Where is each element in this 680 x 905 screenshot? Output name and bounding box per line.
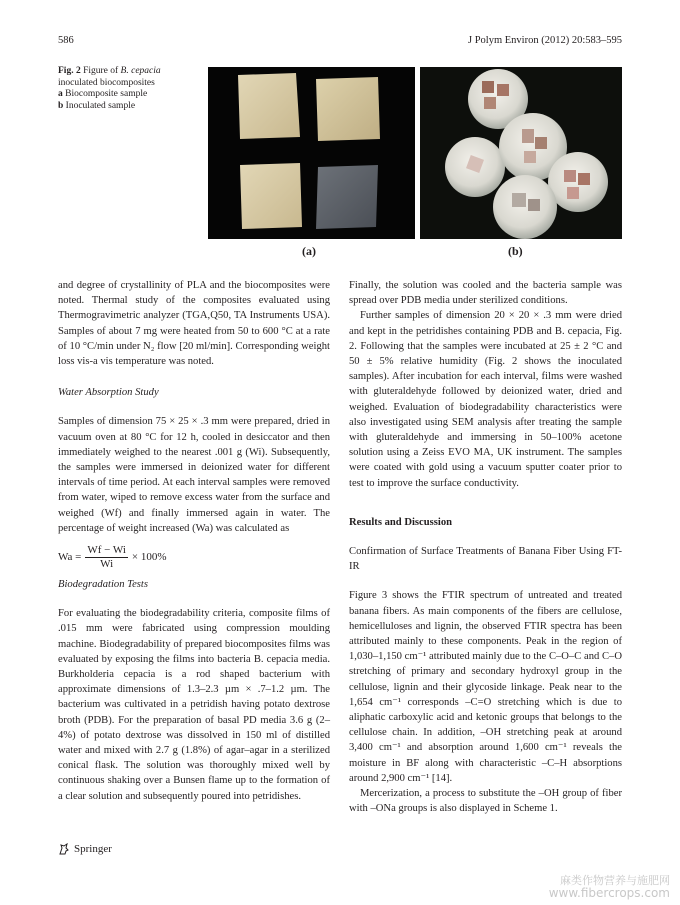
section-heading-water: Water Absorption Study — [58, 387, 159, 399]
subsection-heading-ftir: Confirmation of Surface Treatments of Banana Fiber Using FT-IR — [349, 546, 622, 573]
caption-species: B. cepacia — [120, 66, 161, 76]
inoculated-sample-photo — [420, 67, 622, 239]
caption-a-label: a — [58, 89, 63, 99]
page-number: 586 — [58, 35, 74, 46]
section-heading-results: Results and Discussion — [349, 516, 453, 528]
springer-horse-icon — [58, 843, 70, 855]
paragraph: Finally, the solution was cooled and the bacteria sample was spread over PDB media under sterilized conditions. — [349, 280, 622, 307]
watermark-url: www.fibercrops.com — [548, 886, 670, 900]
sample-square — [238, 73, 300, 139]
caption-line: inoculated biocomposites — [58, 77, 155, 88]
caption-a-text: Biocomposite sample — [62, 89, 148, 99]
watermark-title: 麻类作物营养与施肥网 — [560, 874, 670, 887]
sample-square — [240, 163, 302, 229]
caption-figure-number: Fig. 2 — [58, 66, 81, 76]
equation-lhs: Wa = — [58, 550, 82, 563]
sample-square — [316, 165, 378, 229]
equation-numerator: Wf − Wi — [87, 544, 126, 557]
petri-dish-bottom — [493, 175, 557, 239]
section-heading-biodegradation: Biodegradation Tests — [58, 579, 148, 591]
weight-equation — [58, 544, 330, 571]
equation-rhs: × 100% — [131, 550, 167, 563]
biocomposite-samples-illustration — [208, 67, 415, 239]
sample-square — [316, 77, 380, 141]
paragraph: For evaluating the biodegradability criteria, composite films of .015 mm were fabricated using compression moulding machine. Biodegradability of prepared biocomposites films was evaluated by exposing the films into bacteria B. cepacia media. Burkholderia cepacia is a rod shaped bacterium with approximate dimensions of 1.3–2.3 µm × .7–1.2 µm. The bacterium was cultivated in a petridish having potato dextrose broth (PDB). For the preparation of basal PD media 3.6 g (2–4%) of potato dextrose was dissolved in 150 ml of distilled water and mixed with 2.7 g (1.8%) of agar–agar in a sterilized conical flask. The solution was thoroughly mixed well by continuous shaking over a Bunsen flame up to the formation of a clear solution and subsequently poured into petridishes. — [58, 608, 330, 802]
left-column — [58, 278, 330, 804]
figure-caption — [58, 66, 203, 112]
publisher-name: Springer — [74, 843, 112, 855]
biocomposite-sample-photo — [208, 67, 415, 239]
petri-dishes-illustration — [420, 67, 622, 239]
paragraph: and degree of crystallinity of PLA and the biocomposites were noted. Thermal study of the composites evaluated using Thermogravimetric analyzer (TGA,Q50, TA Instruments USA). Samples of about 7 mg were heated from 50 to 600 °C at a rate of 10 °C/min under N₂ flow [20 ml/min]. Corresponding weight loss vis-a vis temperature was noted. — [58, 280, 330, 368]
petri-dish-left — [445, 137, 505, 197]
paragraph: Further samples of dimension 20 × 20 × .3 mm were dried and kept in the petridishes containing PDB and B. cepacia, Fig. 2. Following that the samples were incubated at 25 ± 2 °C and 50 ± 5% relative humidity (Fig. 2 shows the inoculated samples). After incubation for each interval, films were washed with gluteraldehyde followed by deionized water, dried and weighed. Evaluation of biodegradability characteristics were also investigated using SEM analysis after treating the sample with gluteraldehyde and immersing in 50–100% acetone solution using a Zeiss EVO MA, UK instrument. The samples were coated with gold using a vacuum sputter coater prior to test to improve the surface conductivity. — [349, 310, 622, 489]
right-column — [349, 278, 622, 817]
publisher-footer — [58, 843, 112, 855]
caption-b-text: Inoculated sample — [63, 100, 136, 111]
paragraph: Mercerization, a process to substitute the –OH group of fiber with –ONa groups is also displayed in Scheme 1. — [349, 788, 622, 815]
panel-a-label: (a) — [302, 244, 316, 258]
paragraph: Figure 3 shows the FTIR spectrum of untreated and treated banana fibers. As main components of the fibers are cellulose, hemicelluloses and lignin, the observed FTIR spectra has been attributed mainly to these components. Peak in the region of 1,030–1,150 cm⁻¹ attributed mainly due to the C–O–C and C–O stretching of primary and secondary hydroxyl group in the cellulose, lignin and their glycoside linkage. Peak near to the 1,654 cm⁻¹ corresponds –C=O stretching which is due to aliphatic carboxylic acid and ketonic groups that belongs to the cellulose chain. In addition, –OH stretching peak at around 3,400 cm⁻¹ and absorption around 1,600 cm⁻¹ reveals the moisture in BF along with characteristic –C–H absorptions around 2,900 cm⁻¹ [14]. — [349, 590, 622, 784]
equation-fraction — [85, 544, 128, 571]
paragraph: Samples of dimension 75 × 25 × .3 mm were prepared, dried in vacuum oven at 80 °C for 12 h, cooled in desiccator and then immediately weighed to the nearest .001 g (Wi). Subsequently, the samples were immersed in deionized water for different intervals of time period. At each interval samples were removed from water, wiped to remove excess water from the surface and weighed (Wf) and finally immersed again in water. The percentage of weight increased (Wa) was calculated as — [58, 416, 330, 534]
petri-dish-right — [548, 152, 608, 212]
equation-denominator: Wi — [100, 558, 114, 571]
caption-b-label: b — [58, 100, 64, 111]
caption-text: Figure of — [80, 66, 121, 76]
journal-citation: J Polym Environ (2012) 20:583–595 — [468, 35, 622, 46]
panel-b-label: (b) — [508, 244, 523, 258]
